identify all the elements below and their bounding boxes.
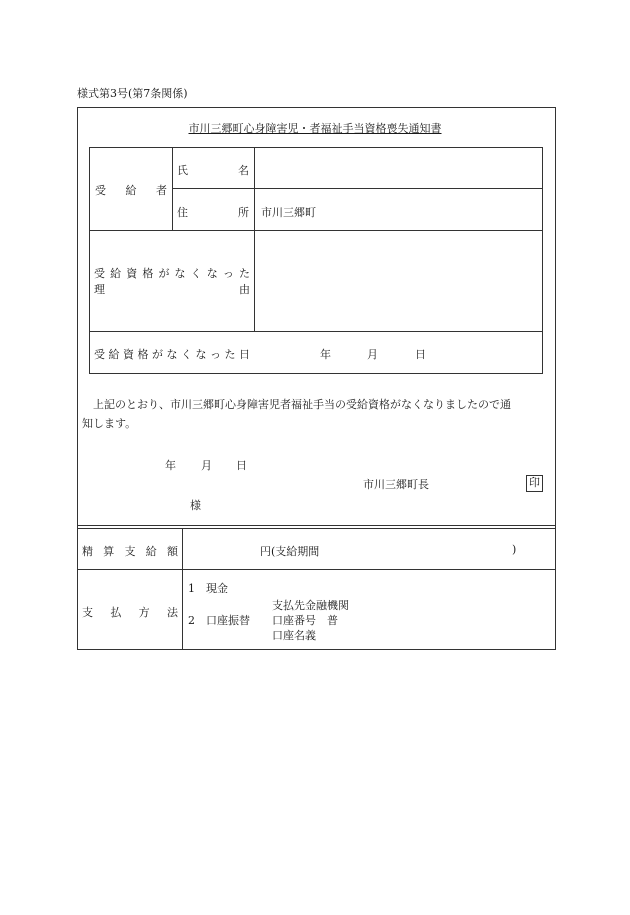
reason-label-line2: 理 由 (94, 283, 250, 296)
address-value[interactable]: 市川三郷町 (261, 206, 316, 219)
row-divider-date (89, 331, 543, 332)
notice-line2: 知します。 (82, 417, 137, 430)
col-divider-recipient (172, 147, 173, 231)
lower-col-divider (182, 528, 183, 649)
table-top (89, 147, 542, 148)
reason-label-line1: 受 給 資 格 が な く な っ た (94, 267, 250, 280)
recipient-label: 受 給 者 (95, 184, 167, 197)
payment-option-transfer[interactable]: 2 口座振替 (188, 614, 250, 627)
seal-stamp: 印 (526, 475, 543, 492)
issue-date-month: 月 (201, 459, 212, 472)
loss-date-label: 受 給 資 格 が な く な っ た 日 (94, 348, 250, 361)
account-holder-label: 口座名義 (272, 629, 316, 642)
payment-method-label: 支 払 方 法 (82, 606, 178, 619)
account-number-label: 口座番号 普 (272, 614, 338, 627)
lower-row-divider (77, 569, 556, 570)
issuer-name: 市川三郷町長 (363, 478, 429, 491)
issue-date-day: 日 (236, 459, 247, 472)
bank-label: 支払先金融機関 (272, 599, 349, 612)
notice-line1: 上記のとおり、市川三郷町心身障害児者福祉手当の受給資格がなくなりましたので通 (93, 398, 511, 411)
frame-bottom (77, 649, 556, 650)
table-left (89, 147, 90, 373)
payment-option-cash[interactable]: 1 現金 (188, 582, 228, 595)
settlement-label: 精 算 支 給 額 (82, 545, 178, 558)
table-right (542, 147, 543, 373)
loss-date-day: 日 (415, 348, 426, 361)
table-bottom (89, 373, 543, 374)
settlement-yen-period[interactable]: 円(支給期間 (260, 545, 320, 558)
addressee-suffix: 様 (190, 499, 201, 512)
settlement-close-paren: ) (512, 543, 517, 556)
issue-date-year: 年 (165, 459, 176, 472)
lower-divider-2 (77, 528, 556, 529)
form-number: 様式第3号(第7条関係) (77, 87, 188, 100)
loss-date-year: 年 (320, 348, 331, 361)
row-divider-reason (89, 230, 543, 231)
loss-date-month: 月 (367, 348, 378, 361)
page-title: 市川三郷町心身障害児・者福祉手当資格喪失通知書 (188, 122, 442, 135)
col-divider-value (254, 147, 255, 332)
name-label: 氏 名 (177, 164, 249, 177)
row-divider-name-address (172, 188, 543, 189)
address-label: 住 所 (177, 206, 249, 219)
lower-divider-1 (77, 525, 556, 526)
frame-top (77, 107, 556, 108)
